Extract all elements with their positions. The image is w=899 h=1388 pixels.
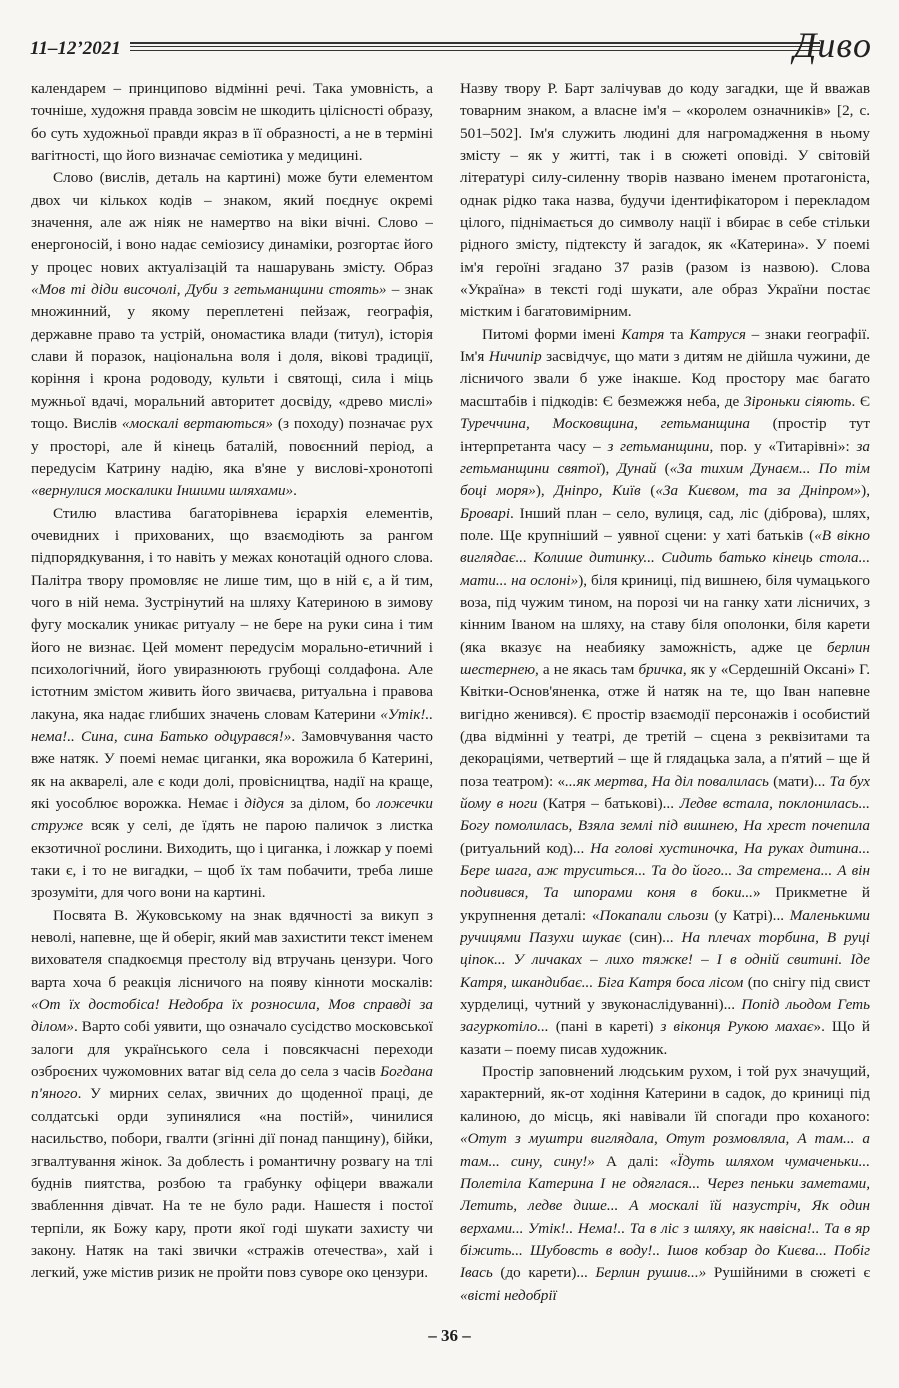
italic-quote: дідуся (244, 795, 285, 812)
text-run: , а не якась там (535, 660, 639, 678)
italic-quote: На голові хустиночка, На руках дитина... Бере шага, аж труситься... Та до його... За стремена... А він подивився, Та шпорами коня в боки... (460, 839, 870, 902)
italic-quote: берлин шестернею (460, 638, 870, 678)
text-run: » Прикметне й укрупнення деталі: « (460, 884, 870, 924)
italic-quote: Попід льодом Геть загуркотіло... (460, 996, 870, 1036)
text-run: засвідчує, що мати з дитям не дійшла чужини, де лісничого звали б уже інакше. Код простору має багато масштабів і підкодів: Є безмежжя неба, де (460, 348, 870, 410)
text-run: . Інший план – село, вулиця, сад, ліс (діброва), шлях, поле. Ще крупніший – уявної сцени: у хаті батьків ( (460, 504, 870, 544)
text-run: Слово (вислів, деталь на картині) може бути елементом двох чи кількох кодів – знаком, який поєднує окремі значення, але аж ніяк не намертво на віки вічні. Слово – енергоносій, і воно надає семіозису динаміки, розгортає його у процес нових актуалізацій та нашарувань змісту. Образ (31, 169, 433, 276)
text-run: Посвята В. Жуковському на знак вдячності за викуп з неволі, напевне, ще й оберіг, який мав захистити текст іменем вихователя спадкоємця престолу від втручань цензури. Чого варта хоча б реакція лісничого на появу кінноти москалів: (31, 906, 433, 991)
italic-quote: ...як мертва, На діл повалилась (565, 772, 769, 790)
text-run: . Варто собі уявити, що означало сусідство московської залоги для українського села і повсякчасні переходи озброєних чужомовних ватаг від села до села з часів (31, 1018, 433, 1081)
paragraph (31, 78, 433, 167)
text-run: (з походу) позначає рух у просторі, але й кінець баталій, повоєнний період, а передусім Катрину надію, яка в'яне у вислові-хронотопі (31, 415, 433, 477)
text-run: , як у «Сердешній Оксані» Г. Квітки-Основ'яненка, отже й натяк на те, що Іван напевне вигідно женився). Є простір взаємодії персонажів і особистий (два відмінні у театрі, де третій – сцена з реквізитами та декораціями, четвертий – ще й глядацька зала, а п'ятий – ще й поза театром): « (460, 660, 870, 790)
italic-quote: за гетьманщини святої (460, 437, 870, 477)
text-run: ». Що й казати – поему писав художник. (460, 1018, 870, 1058)
text-run: (простір тут інтерпретанта часу – (460, 415, 870, 455)
text-run: Простір заповнений людським рухом, і той рух значущий, характерний, як-от ходіння Катерини в садок, до криниці під калиною, до місць, які навівали їй спогади про коханого: (460, 1063, 870, 1125)
italic-quote: Ледве встала, поклонилась... Богу помолилась, Взяла землі під вишнею, На хрест почепила (460, 795, 870, 835)
italic-quote: з віконця Рукою махає (660, 1018, 814, 1036)
text-run: (пані в кареті) (548, 1018, 661, 1036)
text-run: ), (535, 482, 555, 500)
text-run: . У мирних селах, звичних до щоденної праці, де солдатські орди зупинялися «на постій», чинилися насильство, побори, гвалти (згінні дії понад панщину), бійки, згвалтування жінок. За доблесть і романтичну розвагу на тлі буднів пиятства, розбою та грабунку офіцери вважали звабленння дівчат. На те не було ради. Нашестя і постої терпіли, як Божу кару, проти якої годі шукати захисту чи закону. Натяк на такі звички «стражів отечества», хай і легкий, уже містив ризик не пройти повз суворе око цензури. (31, 1085, 433, 1282)
italic-quote: з гетьманщини (607, 437, 710, 455)
italic-quote: «От їх достобіса! Недобра їх розносила, Мов справді за ділом» (31, 996, 433, 1036)
paragraph (460, 1061, 870, 1307)
text-run: . Замовчування часто вже натяк. У поемі немає циганки, яка ворожила б Катерині, як на акварелі, але є коди долі, провісництва, надії на краще, які уособлює ворожка. Немає і (31, 727, 433, 812)
text-run: – знак множинний, у якому переплетені пейзаж, географія, державне право та устрій, ономастика влади (титул), історія слави й поразок, національна воля і доля, вікові традиції, коріння і крона родоводу, культи і святощі, сила і міць мужньої вдачі, моральний авторитет досвіду, «древо мислі» тощо. Вислів (31, 281, 433, 433)
text-run: Питомі форми імені (482, 325, 622, 343)
paragraph (31, 167, 433, 502)
italic-quote: «Утік!.. нема!.. Сина, сина Батько одцурався!» (31, 705, 433, 745)
header-rules (130, 42, 820, 54)
paragraph (460, 324, 870, 1061)
paragraph (31, 503, 433, 905)
italic-quote: «Отут з муштри виглядала, Отут розмовляла, А там... а там... сину, сину!» (460, 1130, 870, 1170)
text-run: за ділом, бо (284, 795, 377, 812)
italic-quote: На плечах торбина, В руці ціпок... У личаках – лихо тяжке! – І в одній свитині. Іде Катря, шкандибає... Біга Катря боса лісом (460, 929, 870, 991)
magazine-logo: Дивo (793, 25, 872, 65)
italic-quote: «вернулися москалики Іншими шляхами» (31, 482, 294, 500)
italic-quote: Броварі (460, 504, 511, 522)
text-run: ), (861, 482, 870, 500)
text-run: (у Катрі)... (708, 906, 790, 924)
italic-quote: ложечки струже (31, 795, 433, 835)
italic-quote: Та бух йому в ноги (460, 772, 870, 812)
text-run: . Є (851, 392, 870, 410)
italic-quote: Катря (621, 325, 665, 343)
italic-quote: Дніпро, Київ (554, 482, 641, 500)
italic-quote: Катруся (689, 325, 746, 343)
paragraph (31, 905, 433, 1285)
page-number: – 36 – (428, 1326, 471, 1345)
italic-quote: Маленькими ручицями Пазухи шукає (460, 906, 870, 947)
italic-quote: «За Києвом, та за Дніпром» (655, 482, 862, 500)
italic-quote: «москалі вертаються» (121, 415, 274, 433)
text-run: Рушійними в сюжеті є (706, 1264, 870, 1282)
text-run: , пор. у «Титарівні»: (709, 437, 857, 455)
italic-quote: «За тихим Дунаєм... По тім боці моря» (460, 459, 870, 500)
italic-quote: «вісті недобрії (460, 1286, 557, 1304)
text-run: Назву твору Р. Барт залічував до коду загадки, ще й вважав товарним знаком, а власне ім'я – «королем означників» [2, с. 501–502]. Ім'я служить людині для нагромадження в ньому змісту – як у житті, так і в сюжеті оповіді. У світовій літературі силу-силенну творів названо іменем протагоніста, однак рідко така назва, будучи ідентифікатором і перекладом цілого, піднімається до символу нації і вбирає в себе стільки рідного змісту, підтексту й загадок, як «Катерина». У поемі ім'я героїні згадано 37 разів (разом із назвою). Слова «Україна» в тексті годі шукати, але образ України постає містким і багатовимірним. (460, 80, 870, 321)
text-run: (по снігу під свист хурделиці, чутний у звуконаслідуванні)... (460, 973, 870, 1014)
text-run: . (293, 482, 297, 500)
italic-quote: Дунай (617, 459, 657, 477)
text-run: Стилю властива багаторівнева ієрархія елементів, очевидних і прихованих, що взаємодіють за рангом підпорядкування, і то навіть у межах конотацій одного слова. Палітра твору промовляє не лише тим, що в ній є, а й тим, чого в ній нема. Зустрінутий на шляху Катериною в зимову фугу москалик уникає ритуалу – не бере на руки сина і тим його не визнає. Цей момент передусім морально-етичний і психологічний, його увиразнюють грубощі солдафона. Але істотним змістом живить його звичаєва, ритуальна і правова лакуна, яка надає глибших значень словам Катерини (31, 504, 433, 723)
text-run: календарем – принципово відмінні речі. Така умовність, а точніше, художня правда зовсім не шкодить цілісності образу, бо суть художньої правди якраз в її образності, а не в терміні вагітності, що його визначає семіотика у медицині. (31, 80, 433, 165)
text-run: ), біля криниці, під вишнею, біля чумацького воза, під чужим тином, на порозі чи на ганку хати лісничих, з кінним Іваном на шляху, на ставу біля ополонки, біля карети (яка вказує на неабияку заможність, адже це (460, 571, 870, 656)
paragraph (460, 78, 870, 324)
italic-quote: Богдана п'яного (31, 1063, 433, 1103)
text-run: (мати)... (768, 772, 830, 790)
text-run: А далі: (594, 1152, 670, 1170)
italic-quote: Ничипір (488, 348, 542, 366)
italic-quote: «Мов ті діди височолі, Дуби з гетьманщини стоять» (31, 281, 387, 299)
italic-quote: «Їдуть шляхом чумаченьки... Полетіла Катерина І не одяглася... Через пеньки заметами, Летить, ледве дише... А москалі їй назустріч, Як один верхами... Утік!.. Нема!.. Та в ліс з шляху, як навісна!.. Та в яр біжить... Шубовсть в воду!.. Ішов кобзар до Києва... Побіг Івась (460, 1152, 870, 1282)
italic-quote: Зіроньки сіяють (744, 392, 852, 410)
italic-quote: бричка (638, 660, 683, 678)
italic-quote: Берлин рушив...» (595, 1264, 707, 1282)
italic-quote: Покапали сльози (599, 906, 709, 924)
text-run: (ритуальний код)... (460, 839, 591, 857)
italic-quote: «В вікно виглядає... Колише дитинку... Сидить батько кінець стола... мати... на ослоні» (460, 526, 870, 589)
text-run: (Катря – батькові)... (537, 795, 680, 812)
text-run: (до карети)... (492, 1264, 596, 1282)
text-run: всяк у селі, де їдять не парою паличок з листка екзотичної рослини. Виходить, що і циганка, і ложкар у поемі таки є, і то не вигадки, – щоб їх там побачити, треба лише зрозуміти, для чого вони на картині. (31, 817, 433, 902)
text-run: та (664, 325, 690, 343)
text-run: – знаки географії. Ім'я (460, 325, 870, 366)
italic-quote: Туреччина, Московщина, гетьманщина (460, 415, 750, 433)
page-header (30, 25, 872, 80)
right-column (460, 78, 870, 1318)
text-run: ), (600, 459, 618, 477)
issue-label: 11–12’2021 (30, 38, 121, 59)
text-run: ( (656, 459, 670, 477)
left-column (31, 78, 433, 1318)
text-run: ( (640, 482, 656, 500)
text-run: (син)... (621, 929, 682, 947)
